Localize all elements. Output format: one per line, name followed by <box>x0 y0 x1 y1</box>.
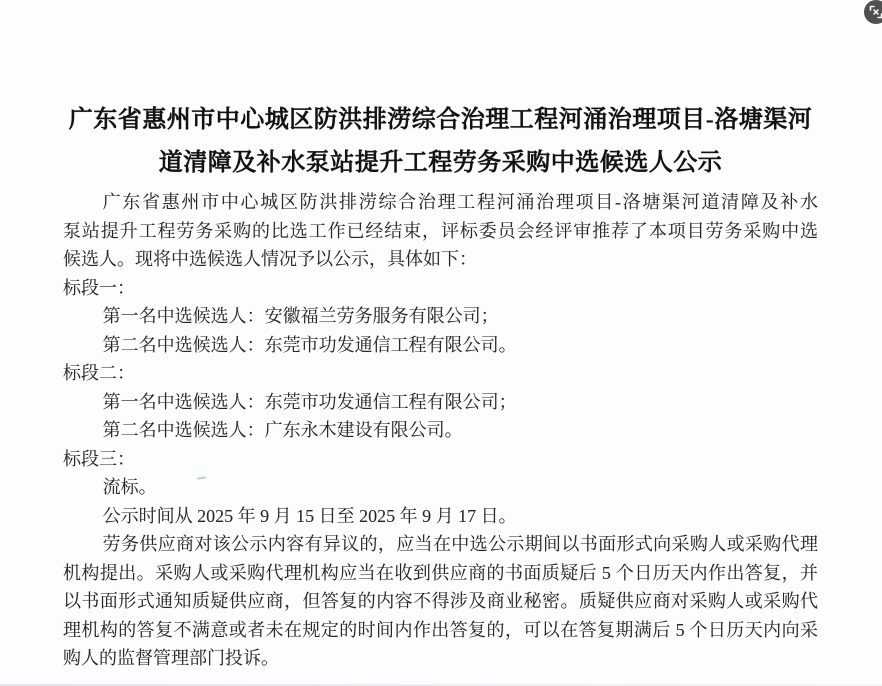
document-body <box>63 188 818 673</box>
lot2-second-candidate: 第二名中选候选人：广东永木建设有限公司。 <box>102 420 463 440</box>
publicity-period-line: 公示时间从 2025 年 9 月 15 日至 2025 年 9 月 17 日。 <box>102 505 517 526</box>
lot3-result: 流标。 <box>102 477 157 497</box>
document-title <box>63 99 818 185</box>
lot1-second-candidate: 第二名中选候选人：东莞市功发通信工程有限公司。 <box>102 334 517 355</box>
objection-line-1: 劳务供应商对该公示内容有异议的，应当在中选公示期间以书面形式向采购人或采购代理 <box>102 534 818 554</box>
lot3-heading: 标段三： <box>63 448 135 469</box>
lot1-first-candidate: 第一名中选候选人：安徽福兰劳务服务有限公司； <box>102 306 499 326</box>
lot2-heading: 标段二： <box>63 363 135 383</box>
intro-line-2: 泵站提升工程劳务采购的比选工作已经结束，评标委员会经评审推荐了本项目劳务采购中选 <box>63 220 818 241</box>
lot2-first-candidate: 第一名中选候选人：东莞市功发通信工程有限公司； <box>102 391 517 412</box>
objection-line-2: 机构提出。采购人或采购代理机构应当在收到供应商的书面质疑后 5 个日历天内作出答复，并 <box>63 562 818 583</box>
lot1-heading: 标段一： <box>63 277 135 298</box>
intro-line-1: 广东省惠州市中心城区防洪排涝综合治理工程河涌治理项目-洛塘渠河道清障及补水 <box>102 192 818 212</box>
expand-icon <box>868 4 882 20</box>
objection-line-4: 理机构的答复不满意或者未在规定的时间内作出答复的，可以在答复期满后 5 个日历天内向采 <box>63 619 818 640</box>
document-title-line-1: 广东省惠州市中心城区防洪排涝综合治理工程河涌治理项目-洛塘渠河 <box>68 107 813 133</box>
objection-line-5: 购人的监督管理部门投诉。 <box>63 648 279 668</box>
intro-line-3: 候选人。现将中选候选人情况予以公示，具体如下： <box>63 249 477 269</box>
expand-screenshot-button[interactable] <box>864 0 882 24</box>
document-title-line-2: 道清障及补水泵站提升工程劳务采购中选候选人公示 <box>158 150 723 176</box>
objection-line-3: 以书面形式通知质疑供应商，但答复的内容不得涉及商业秘密。质疑供应商对采购人或采购代 <box>63 591 818 611</box>
